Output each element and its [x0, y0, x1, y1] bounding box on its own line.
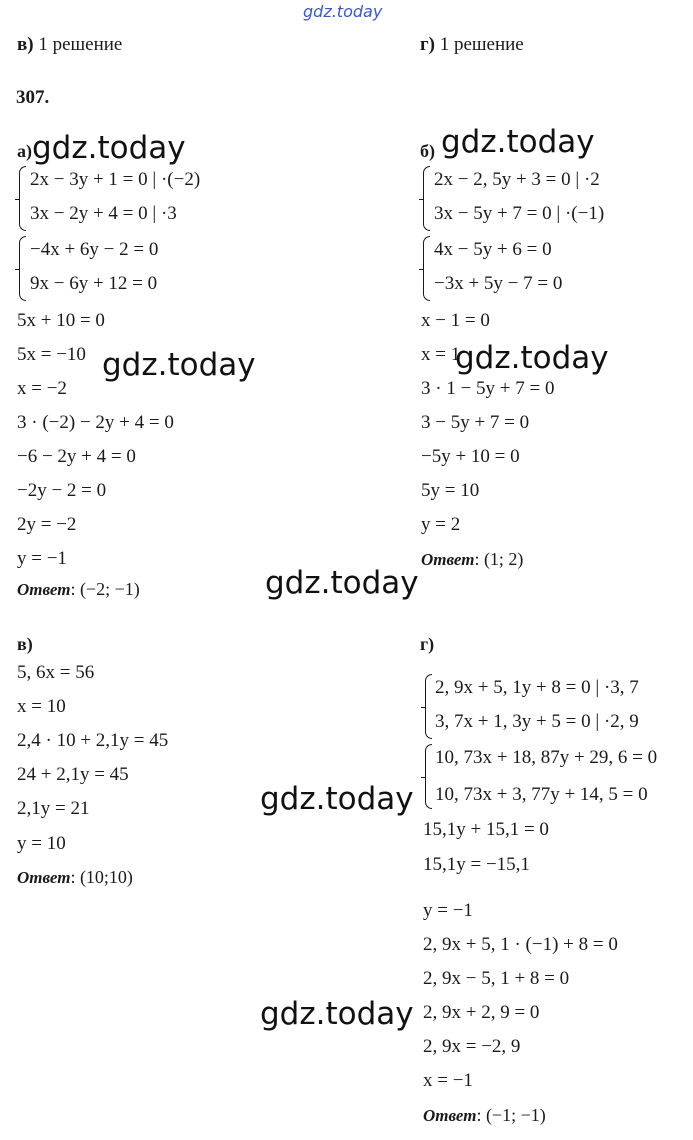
part-a-label: а) — [17, 141, 32, 161]
watermark: gdz.today — [441, 124, 595, 160]
prev-answer-v-label: в) — [17, 34, 34, 55]
part-g-line: 15,1y + 15,1 = 0 — [423, 819, 549, 840]
part-g-answer-word: Ответ — [423, 1106, 477, 1125]
part-a-system1-eq1: 2x − 3y + 1 = 0 | ·(−2) — [30, 169, 201, 190]
watermark: gdz.today — [32, 130, 186, 166]
watermark: gdz.today — [260, 996, 414, 1032]
part-a-answer-value: : (−2; −1) — [70, 579, 140, 599]
part-a-line: 3 · (−2) − 2y + 4 = 0 — [17, 412, 174, 433]
prev-answer-g-text: 1 решение — [439, 34, 524, 55]
watermark: gdz.today — [260, 781, 414, 817]
prev-answer-g — [420, 34, 524, 56]
prev-answer-g-label: г) — [420, 34, 435, 55]
part-g-line: x = −1 — [423, 1070, 473, 1091]
part-b-answer — [421, 549, 523, 570]
part-b-line: y = 2 — [421, 514, 461, 535]
part-a-system2-brace — [19, 236, 26, 301]
part-v-line: 2,4 · 10 + 2,1y = 45 — [17, 730, 169, 751]
part-g-line: 2, 9x − 5, 1 + 8 = 0 — [423, 968, 570, 989]
part-v-line: 2,1y = 21 — [17, 798, 90, 819]
part-b-system1-eq1: 2x − 2, 5y + 3 = 0 | ·2 — [434, 169, 600, 190]
part-v-line: x = 10 — [17, 696, 66, 717]
part-v-answer-value: : (10;10) — [70, 867, 133, 887]
part-v-answer — [17, 867, 133, 888]
prev-answer-v — [17, 34, 122, 56]
part-a-line: 5x + 10 = 0 — [17, 310, 105, 331]
part-g-line: 2, 9x + 5, 1 · (−1) + 8 = 0 — [423, 934, 618, 955]
part-b-answer-word: Ответ — [421, 550, 475, 569]
part-v-label: в) — [17, 634, 33, 654]
part-a-system2-eq1: −4x + 6y − 2 = 0 — [30, 239, 159, 260]
watermark-top: gdz.today — [303, 2, 383, 21]
part-a-line: −2y − 2 = 0 — [17, 480, 107, 501]
part-b-system2-eq2: −3x + 5y − 7 = 0 — [434, 273, 563, 294]
problem-number: 307. — [16, 87, 50, 108]
part-b-answer-value: : (1; 2) — [474, 549, 524, 569]
part-a-line: x = −2 — [17, 378, 67, 399]
prev-answer-v-text: 1 решение — [38, 34, 123, 55]
part-b-system2-brace — [423, 236, 430, 301]
part-a-line: y = −1 — [17, 548, 67, 569]
part-v-answer-word: Ответ — [17, 868, 71, 887]
part-b-system1-brace — [423, 166, 430, 231]
part-a-line: −6 − 2y + 4 = 0 — [17, 446, 136, 467]
part-b-line: x − 1 = 0 — [421, 310, 490, 331]
part-a-answer — [17, 579, 140, 600]
watermark: gdz.today — [455, 340, 609, 376]
part-g-line: 2, 9x = −2, 9 — [423, 1036, 521, 1057]
part-g-answer — [423, 1105, 546, 1126]
part-g-answer-value: : (−1; −1) — [476, 1105, 546, 1125]
part-b-line: 5y = 10 — [421, 480, 480, 501]
part-a-answer-word: Ответ — [17, 580, 71, 599]
part-v-line: 24 + 2,1y = 45 — [17, 764, 129, 785]
part-g-label: г) — [420, 634, 435, 654]
part-a-system1-eq2: 3x − 2y + 4 = 0 | ·3 — [30, 203, 177, 224]
part-g-system2-eq1: 10, 73x + 18, 87y + 29, 6 = 0 — [435, 747, 658, 768]
watermark: gdz.today — [102, 347, 256, 383]
part-b-line: 3 − 5y + 7 = 0 — [421, 412, 530, 433]
part-b-system2-eq1: 4x − 5y + 6 = 0 — [434, 239, 552, 260]
part-a-system2-eq2: 9x − 6y + 12 = 0 — [30, 273, 158, 294]
part-b-system1-eq2: 3x − 5y + 7 = 0 | ·(−1) — [434, 203, 605, 224]
part-g-line: 15,1y = −15,1 — [423, 854, 530, 875]
part-g-system1-eq1: 2, 9x + 5, 1y + 8 = 0 | ·3, 7 — [435, 677, 639, 698]
part-a-line: 2y = −2 — [17, 514, 77, 535]
part-b-line: 3 · 1 − 5y + 7 = 0 — [421, 378, 555, 399]
part-v-line: 5, 6x = 56 — [17, 662, 95, 683]
part-b-line: x = 1 — [421, 344, 461, 365]
part-b-line: −5y + 10 = 0 — [421, 446, 520, 467]
watermark: gdz.today — [265, 565, 419, 601]
part-g-line: 2, 9x + 2, 9 = 0 — [423, 1002, 540, 1023]
part-g-system1-brace — [425, 674, 432, 739]
part-a-system1-brace — [19, 166, 26, 231]
part-v-line: y = 10 — [17, 833, 66, 854]
part-g-system2-brace — [425, 744, 432, 809]
part-g-line: y = −1 — [423, 900, 473, 921]
part-b-label: б) — [420, 141, 435, 161]
part-g-system1-eq2: 3, 7x + 1, 3y + 5 = 0 | ·2, 9 — [435, 711, 639, 732]
part-g-system2-eq2: 10, 73x + 3, 77y + 14, 5 = 0 — [435, 784, 648, 805]
part-a-line: 5x = −10 — [17, 344, 86, 365]
